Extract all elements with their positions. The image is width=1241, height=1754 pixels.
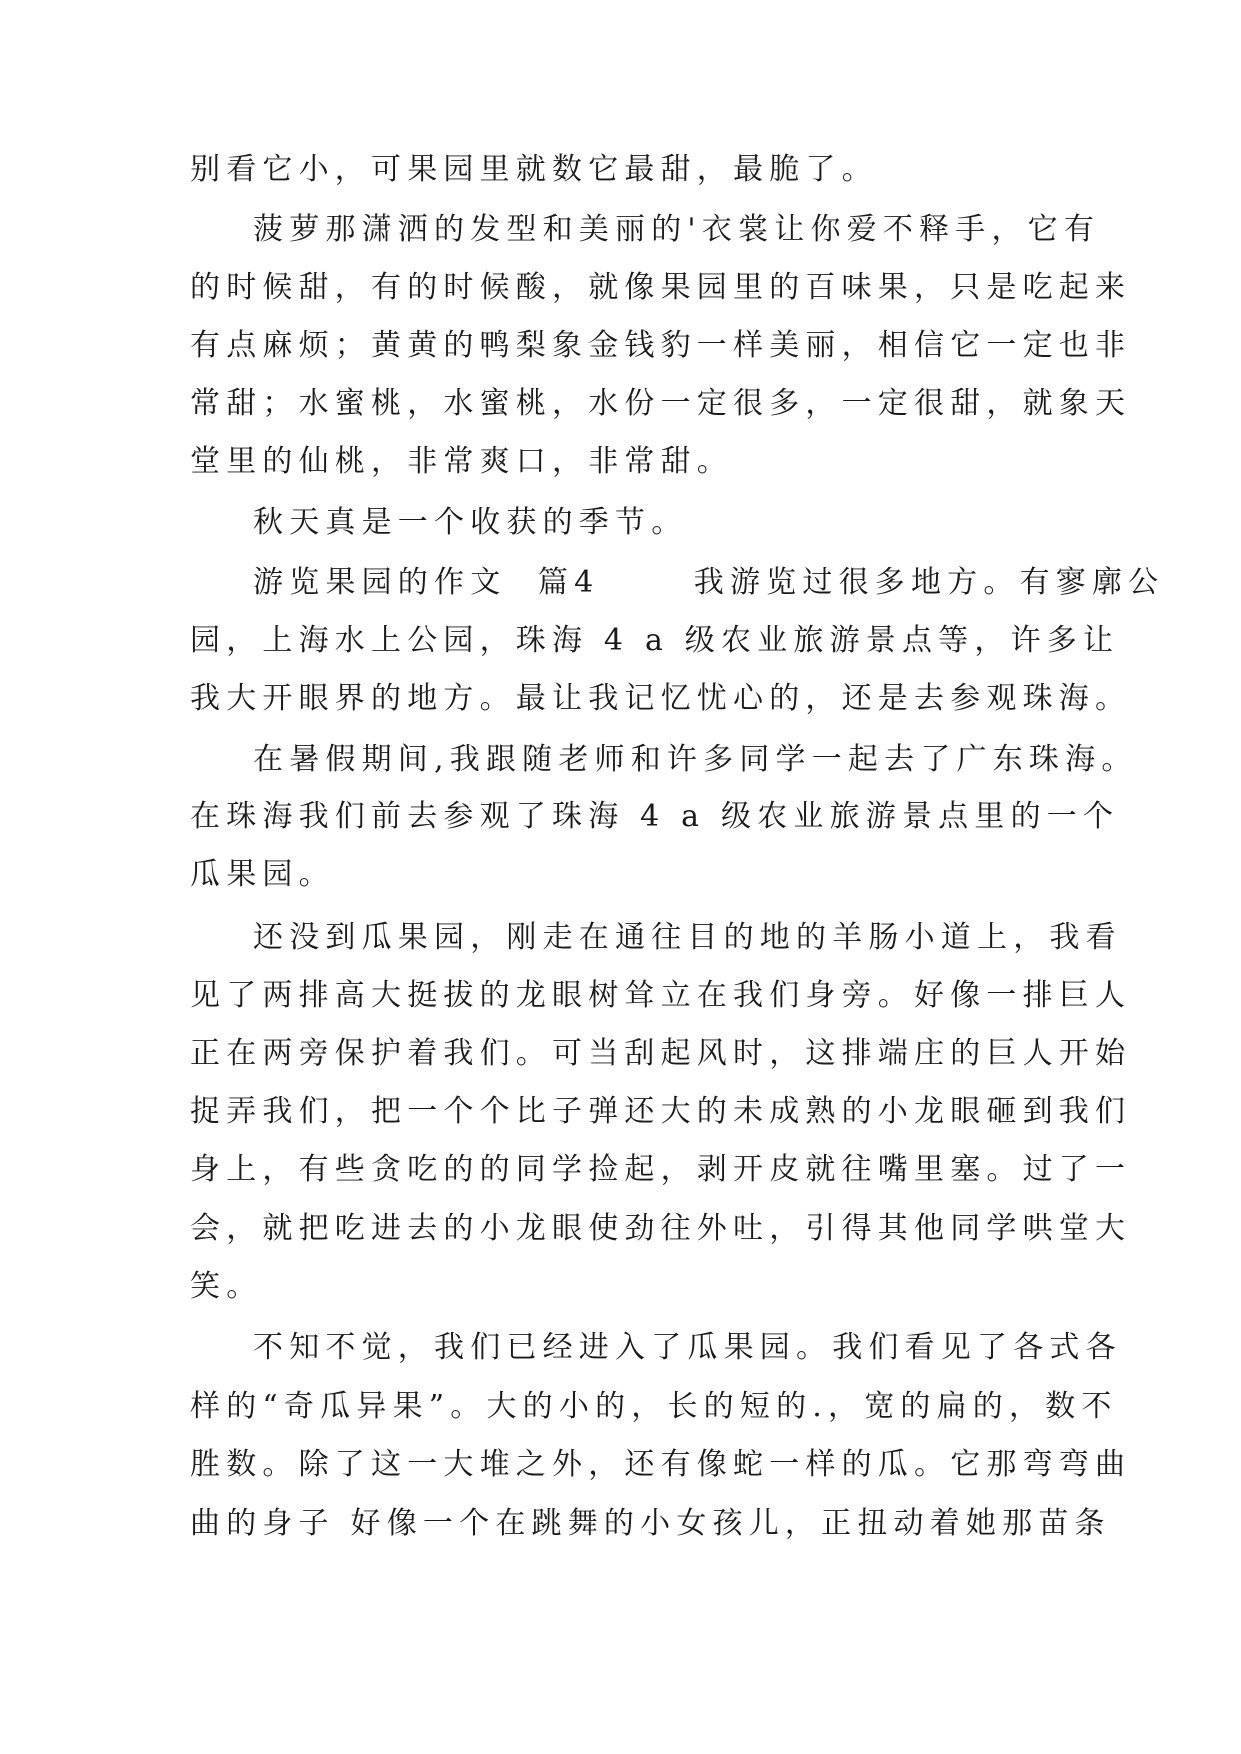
text-line: 瓜果园。 <box>190 857 335 892</box>
text-line: 有点麻烦；黄黄的鸭梨象金钱豹一样美丽，相信它一定也非 <box>190 328 1132 363</box>
text-line: 堂里的仙桃，非常爽口，非常甜。 <box>190 444 733 479</box>
text-line: 常甜；水蜜桃，水蜜桃，水份一定很多，一定很甜，就象天 <box>190 386 1132 421</box>
text-line: 在珠海我们前去参观了珠海 4 a 级农业旅游景点里的一个 <box>190 799 1120 834</box>
paragraph-start: 在暑假期间,我跟随老师和许多同学一起去了广东珠海。 <box>253 742 1138 777</box>
text-line: 别看它小，可果园里就数它最甜，最脆了。 <box>190 152 878 187</box>
text-line: 样的“奇瓜异果”。大的小的，长的短的.，宽的扁的，数不 <box>190 1389 1118 1424</box>
text-line: 会，就把吃进去的小龙眼使劲往外吐，引得其他同学哄堂大 <box>190 1211 1132 1246</box>
paragraph-start: 不知不觉，我们已经进入了瓜果园。我们看见了各式各 <box>253 1330 1122 1365</box>
text-line: 捉弄我们，把一个个比子弹还大的未成熟的小龙眼砸到我们 <box>190 1094 1132 1129</box>
text-line: 身上，有些贪吃的的同学捡起，剥开皮就往嘴里塞。过了一 <box>190 1152 1132 1187</box>
section-heading-line: 游览果园的作文 篇4 我游览过很多地方。有寥廓公 <box>253 565 1165 600</box>
text-line: 正在两旁保护着我们。可当刮起风时，这排端庄的巨人开始 <box>190 1036 1132 1071</box>
text-line: 的时候甜，有的时候酸，就像果园里的百味果，只是吃起来 <box>190 270 1132 305</box>
text-line: 曲的身子 好像一个在跳舞的小女孩儿，正扭动着她那苗条 <box>190 1506 1111 1541</box>
text-line: 我大开眼界的地方。最让我记忆忧心的，还是去参观珠海。 <box>190 681 1132 716</box>
paragraph-start: 还没到瓜果园，刚走在通往目的地的羊肠小道上，我看 <box>253 920 1122 955</box>
paragraph-start: 菠萝那潇洒的发型和美丽的'衣裳让你爱不释手，它有 <box>253 212 1101 247</box>
text-line: 见了两排高大挺拔的龙眼树耸立在我们身旁。好像一排巨人 <box>190 978 1132 1013</box>
text-line: 笑。 <box>190 1269 263 1304</box>
text-line: 园，上海水上公园，珠海 4 a 级农业旅游景点等，许多让 <box>190 623 1120 658</box>
text-line: 胜数。除了这一大堆之外，还有像蛇一样的瓜。它那弯弯曲 <box>190 1447 1132 1482</box>
paragraph-start: 秋天真是一个收获的季节。 <box>253 505 688 540</box>
